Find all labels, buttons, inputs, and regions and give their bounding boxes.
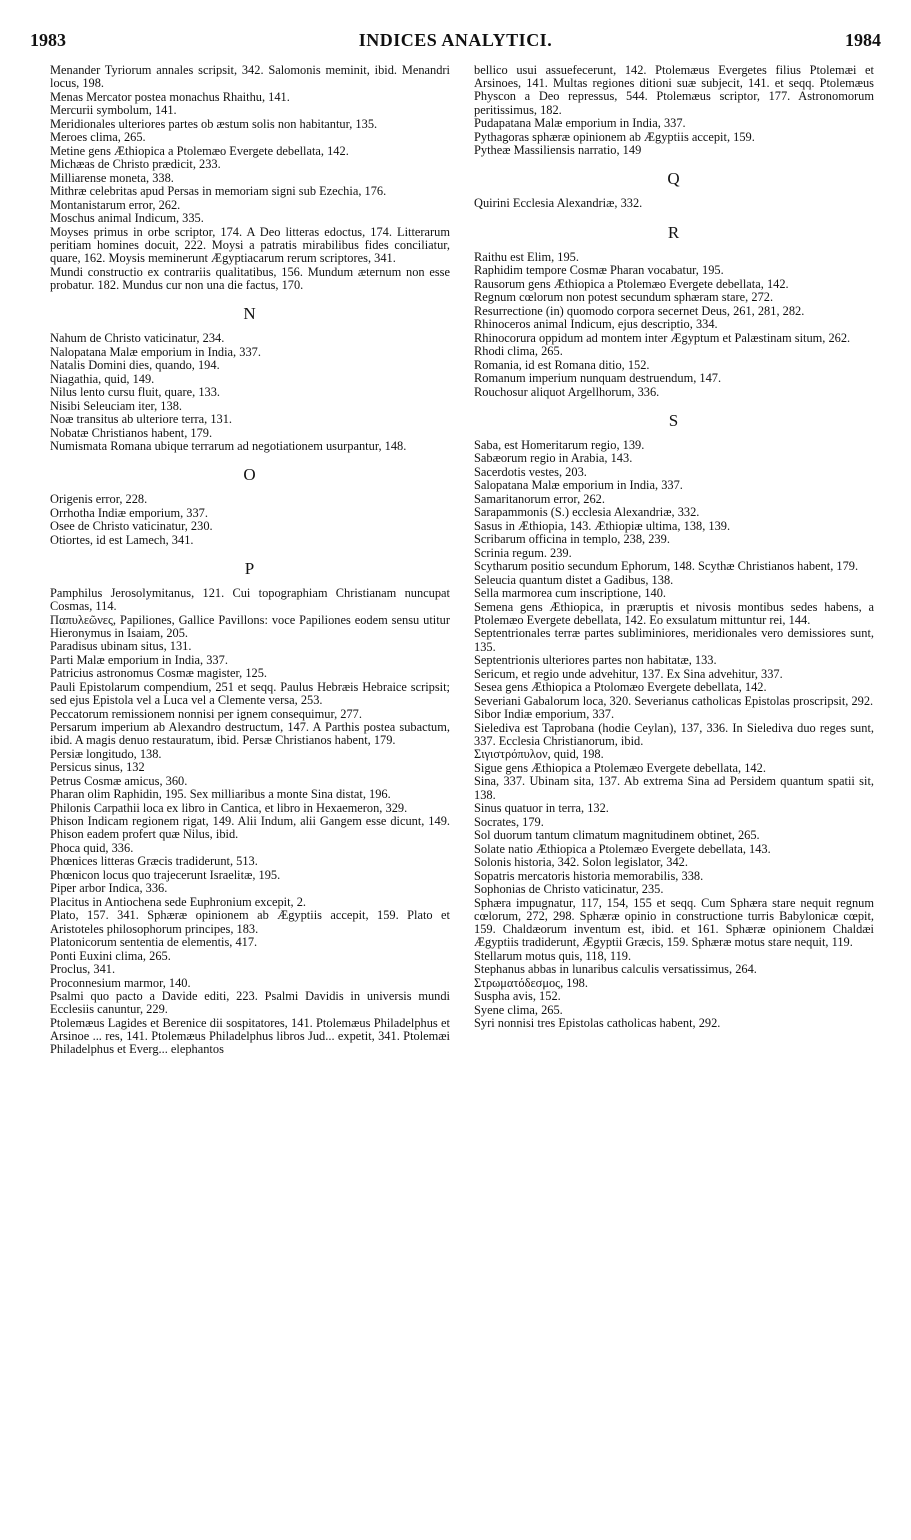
index-entry: Scytharum positio secundum Ephorum, 148. Scythæ Christianos habent, 179. [474,559,859,574]
page-number-left: 1983 [30,30,66,50]
index-entry: Sericum, et regio unde advehitur, 137. Ex Sina advehitur, 337. [474,666,783,681]
running-title: INDICES ANALYTICI. [358,30,553,50]
index-entry: Pamphilus Jerosolymitanus, 121. Cui topographiam Christianam nuncupat Cosmas, 114. [50,585,450,614]
index-entry: Petrus Cosmæ amicus, 360. [50,773,188,788]
index-entry: Sina, 337. Ubinam sita, 137. Ab extrema Sina ad Persidem quantum spatii sit, 138. [474,774,874,802]
index-entry: Moyses primus in orbe scriptor, 174. A Deo litteras edoctus, 174. Litterarum peritiam homines docuit, 222. Moysi a patratis mirabilibus fides conciliatur, quare, 162. Moysis meminerunt Ægyptiacarum rerum scriptores, 341. [50,224,450,266]
index-entry: Rhodi clima, 265. [474,344,563,359]
index-entry: Semena gens Æthiopica, in præruptis et nivosis montibus sedes habens, a Ptolemæo Evergete debellata, 142. Eo exsulatum mittuntur rei, 144. [474,599,874,627]
index-entry: Proclus, 341. [50,962,116,977]
index-entry: Scrinia regum. 239. [474,545,572,560]
index-entry: Resurrectione (in) quomodo corpora secernet Deus, 261, 281, 282. [474,303,805,318]
section-letter: N [243,304,257,324]
index-entry: Pauli Epistolarum compendium, 251 et seqq. Paulus Hebræis Hebraice scripsit; sed ejus Epistola vel a Luca vel a Clemente versa, 253. [50,679,450,708]
index-entry: bellico usui assuefecerunt, 142. Ptolemæus Evergetes filius Ptolemæi et Arsinoes, 141. Multas regiones ditioni suæ subjecit, 141. et seqq. Ptolemæus Physcon a Deo repressus, 544. Ptolemæus scriptor, 177. Astronomorum peritissimus, 182. [474,63,874,117]
index-entry: Solate natio Æthiopica a Ptolemæo Evergete debellata, 143. [474,841,771,856]
index-entry: Pudapatana Malæ emporium in India, 337. [474,116,686,131]
index-entry: Natalis Domini dies, quando, 194. [50,358,220,373]
index-entry: Rhinoceros animal Indicum, ejus descriptio, 334. [474,317,718,332]
index-entry: Psalmi quo pacto a Davide editi, 223. Psalmi Davidis in universis mundi Ecclesiis canuntur, 229. [50,989,450,1017]
index-entry: Suspha avis, 152. [474,989,561,1004]
index-entry: Sacerdotis vestes, 203. [474,464,587,479]
index-entry: Sella marmorea cum inscriptione, 140. [474,586,667,601]
section-letter: P [244,558,256,578]
index-entry: Menas Mercator postea monachus Rhaithu, 141. [50,89,290,104]
index-entry: Menander Tyriorum annales scripsit, 342. Salomonis meminit, ibid. Menandri locus, 198. [50,63,450,91]
page-number-right: 1984 [845,30,881,50]
index-entry: Rausorum gens Æthiopica a Ptolemæo Evergete debellata, 142. [474,276,789,291]
index-column-left [50,64,450,1057]
index-entry: Platonicorum sententia de elementis, 417. [50,935,258,950]
index-entry: Paradisus ubinam situs, 131. [50,639,192,654]
index-entry: Severiani Gabalorum loca, 320. Severianus catholicas Epistolas proscripsit, 292. [474,693,874,708]
index-entry: Origenis error, 228. [50,492,148,507]
index-entry: Nobatæ Christianos habent, 179. [50,425,213,440]
index-entry: Rhinocorura oppidum ad montem inter Ægyptum et Palæstinam situm, 262. [474,330,851,345]
index-entry: Seleucia quantum distet a Gadibus, 138. [474,572,674,587]
index-entry: Persicus sinus, 132 [50,760,145,775]
index-entry: Nahum de Christo vaticinatur, 234. [50,331,225,346]
index-entry: Proconnesium marmor, 140. [50,975,191,990]
index-entry: Septentrionis ulteriores partes non habitatæ, 133. [474,653,717,668]
index-entry: Pharan olim Raphidin, 195. Sex milliaribus a monte Sina distat, 196. [50,787,391,802]
index-entry: Romanum imperium nunquam destruendum, 147. [474,371,722,386]
index-entry: Stellarum motus quis, 118, 119. [474,948,632,963]
section-letter: S [668,410,680,430]
index-entry: Sasus in Æthiopia, 143. Æthiopiæ ultima, 138, 139. [474,518,731,533]
index-entry: Ponti Euxini clima, 265. [50,948,171,963]
index-entry: Σιγιστρόπυλον, quid, 198. [474,747,604,762]
index-entry: Saba, est Homeritarum regio, 139. [474,437,645,452]
index-entry: Pythagoras sphæræ opinionem ab Ægyptiis accepit, 159. [474,129,755,144]
index-entry: Παπυλεῶνες, Papiliones, Gallice Pavillons: voce Papiliones eodem sensu utitur Hieronymus in Isaiam, 205. [50,612,450,640]
index-entry: Sophonias de Christo vaticinatur, 235. [474,882,664,897]
index-entry: Placitus in Antiochena sede Euphronium excepit, 2. [50,894,307,909]
index-entry: Raphidim tempore Cosmæ Pharan vocabatur, 195. [474,263,724,278]
index-entry: Rouchosur aliquot Argellhorum, 336. [474,384,660,399]
index-entry: Mercurii symbolum, 141. [50,103,177,118]
index-entry: Milliarense moneta, 338. [50,170,174,185]
index-entry: Romania, id est Romana ditio, 152. [474,357,650,372]
index-entry: Orrhotha Indiæ emporium, 337. [50,505,208,520]
index-entry: Persiæ longitudo, 138. [50,746,162,761]
index-entry: Mundi constructio ex contrariis qualitatibus, 156. Mundum æternum non esse probatur. 182. Mundus cur non una die factus, 170. [50,264,450,292]
index-entry: Raithu est Elim, 195. [474,249,579,264]
index-entry: Pytheæ Massiliensis narratio, 149 [474,143,642,158]
index-entry: Stephanus abbas in lunaribus calculis versatissimus, 264. [474,962,757,977]
index-entry: Sesea gens Æthiopica a Ptolomæo Evergete debellata, 142. [474,680,767,695]
index-entry: Nisibi Seleuciam iter, 138. [50,398,182,413]
index-entry: Septentrionales terræ partes subliminiores, meridionales vero demissiores sunt, 135. [474,626,874,654]
index-entry: Meroes clima, 265. [50,130,146,145]
index-entry: Parti Malæ emporium in India, 337. [50,652,228,667]
index-entry: Socrates, 179. [474,814,544,829]
index-entry: Moschus animal Indicum, 335. [50,211,204,226]
index-entry: Patricius astronomus Cosmæ magister, 125. [50,666,268,681]
index-entry: Metine gens Æthiopica a Ptolemæo Evergete debellata, 142. [50,143,349,158]
section-letter: O [243,465,257,485]
index-entry: Mithræ celebritas apud Persas in memoriam signi sub Ezechia, 176. [50,184,387,199]
index-entry: Osee de Christo vaticinatur, 230. [50,519,213,534]
index-entry: Phœnices litteras Græcis tradiderunt, 513. [50,854,258,869]
index-entry: Phœnicon locus quo trajecerunt Israelitæ, 195. [50,867,281,882]
index-entry: Niagathia, quid, 149. [50,371,155,386]
index-entry: Solonis historia, 342. Solon legislator, 342. [474,855,688,870]
index-entry: Scribarum officina in templo, 238, 239. [474,532,670,547]
index-entry: Nilus lento cursu fluit, quare, 133. [50,385,220,400]
index-entry: Sol duorum tantum climatum magnitudinem obtinet, 265. [474,828,760,843]
index-entry: Sopatris mercatoris historia memorabilis, 338. [474,868,704,883]
index-column-right [474,64,874,1031]
index-entry: Piper arbor Indica, 336. [50,881,168,896]
index-entry: Regnum cœlorum non potest secundum sphæram stare, 272. [474,290,774,305]
index-entry: Noæ transitus ab ulteriore terra, 131. [50,412,233,427]
index-entry: Plato, 157. 341. Sphæræ opinionem ab Ægyptiis accepit, 159. Plato et Aristoteles philosophorum principes, 183. [50,908,450,936]
index-entry: Peccatorum remissionem nonnisi per ignem consequimur, 277. [50,706,362,721]
index-entry: Philonis Carpathii loca ex libro in Cantica, et libro in Hexaemeron, 329. [50,800,408,815]
index-entry: Sphæra impugnatur, 117, 154, 155 et seqq. Cum Sphæra stare nequit regnum cœlorum, 272, 298. Sphæræ opinio in constructione turris Babylonicæ cœpit, 159. Chaldæorum inventum est, ibid. et 161. Sphæræ opinionem Chaldæi Ægyptiis tradiderunt, Ægyptii Græcis, 159. Sphæræ motus stare nequit, 119. [474,895,874,950]
index-entry: Phoca quid, 336. [50,840,134,855]
index-entry: Quirini Ecclesia Alexandriæ, 332. [474,196,643,211]
index-entry: Sabæorum regio in Arabia, 143. [474,451,633,466]
index-entry: Sielediva est Taprobana (hodie Ceylan), 137, 336. In Sielediva duo reges sunt, 337. Ecclesia Christianorum, ibid. [474,720,874,748]
index-entry: Syri nonnisi tres Epistolas catholicas habent, 292. [474,1016,721,1031]
index-entry: Otiortes, id est Lamech, 341. [50,532,194,547]
index-entry: Sigue gens Æthiopica a Ptolemæo Evergete debellata, 142. [474,760,766,775]
index-entry: Samaritanorum error, 262. [474,491,605,506]
index-entry: Persarum imperium ab Alexandro destructum, 147. A Parthis postea subactum, ibid. A magis denuo restauratum, ibid. Persæ Christianos habent, 179. [50,720,450,748]
index-entry: Sibor Indiæ emporium, 337. [474,707,615,722]
index-entry: Στρωματόδεσμος, 198. [474,975,588,990]
index-entry: Nalopatana Malæ emporium in India, 337. [50,344,261,359]
section-letter: Q [667,169,681,189]
index-entry: Montanistarum error, 262. [50,197,181,212]
index-entry: Sarapammonis (S.) ecclesia Alexandriæ, 332. [474,505,700,520]
index-entry: Sinus quatuor in terra, 132. [474,801,609,816]
index-entry: Phison Indicam regionem rigat, 149. Alii Indum, alii Gangem esse dicunt, 149. Phison eadem profert quæ Nilus, ibid. [50,814,450,842]
index-entry: Salopatana Malæ emporium in India, 337. [474,478,683,493]
index-entry: Michæas de Christo prædicit, 233. [50,157,221,172]
index-entry: Numismata Romana ubique terrarum ad negotiationem usurpantur, 148. [50,439,407,454]
index-entry: Meridionales ulteriores partes ob æstum solis non habitantur, 135. [50,116,378,131]
section-letter: R [667,222,681,242]
page-header [30,30,881,56]
index-entry: Ptolemæus Lagides et Berenice dii sospitatores, 141. Ptolemæus Philadelphus et Arsinoe ... res, 141. Ptolemæus Philadelphus libros Jud... expetit, 341. Ptolemæi Philadelphus et Everg... elephantos [50,1015,450,1057]
index-entry: Syene clima, 265. [474,1002,563,1017]
